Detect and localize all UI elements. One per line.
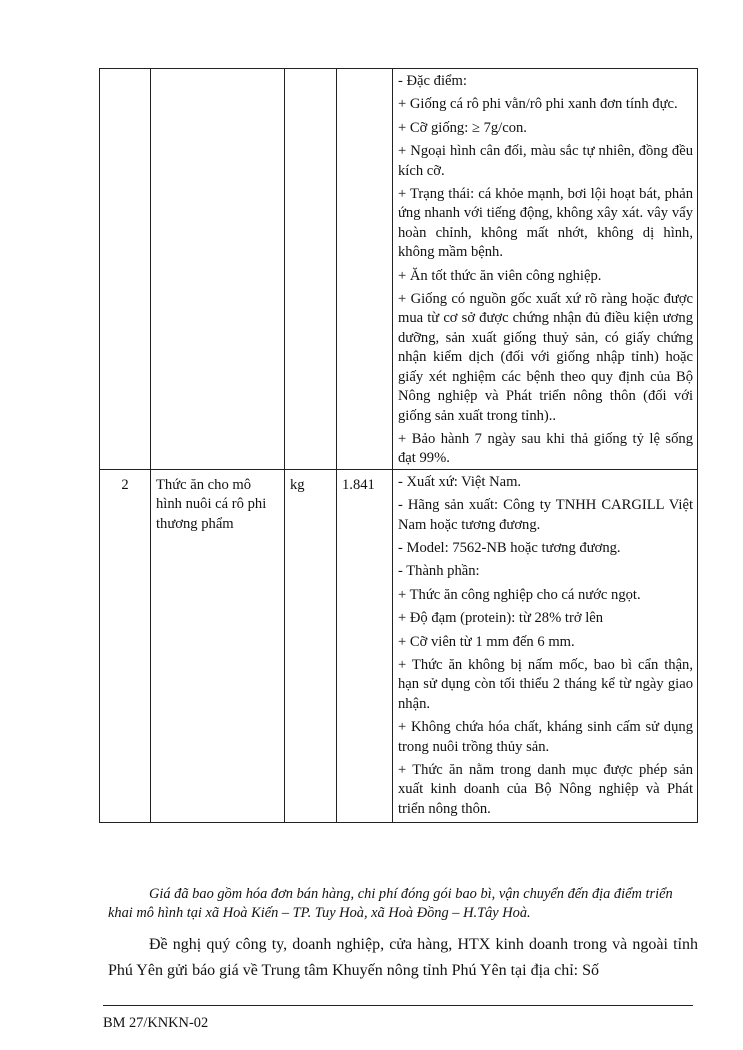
spec-line: + Thức ăn không bị nấm mốc, bao bì cẩn thận, hạn sử dụng còn tối thiểu 2 tháng kể từ ngày giao nhận. xyxy=(398,656,693,712)
unit-cell xyxy=(285,69,337,470)
quantity-cell xyxy=(337,469,393,823)
spec-line: - Hãng sản xuất: Công ty TNHH CARGILL Việt Nam hoặc tương đương. xyxy=(398,497,693,533)
spec-line: + Ngoại hình cân đối, màu sắc tự nhiên, đồng đều kích cỡ. xyxy=(398,143,693,179)
stt-cell xyxy=(100,69,151,470)
unit-cell xyxy=(285,469,337,823)
stt-cell xyxy=(100,469,151,823)
item-name: Thức ăn cho mô hình nuôi cá rô phi thương phẩm xyxy=(156,476,267,532)
spec-line: + Độ đạm (protein): từ 28% trở lên xyxy=(398,610,604,627)
quantity-value: 1.841 xyxy=(342,476,375,493)
price-note-text: Giá đã bao gồm hóa đơn bán hàng, chi phí đóng gói bao bì, vận chuyển đến địa điểm triển khai mô hình tại xã Hoà Kiến – TP. Tuy Hoà, xã Hoà Đồng – H.Tây Hoà. xyxy=(108,886,673,921)
item-name-cell xyxy=(151,469,285,823)
spec-line: + Không chứa hóa chất, kháng sinh cấm sử dụng trong nuôi trồng thủy sản. xyxy=(398,719,693,755)
spec-line: - Xuất xứ: Việt Nam. xyxy=(398,473,522,490)
spec-line: + Bảo hành 7 ngày sau khi thả giống tỷ lệ sống đạt 99%. xyxy=(398,430,693,467)
spec-line: + Thức ăn nằm trong danh mục được phép sản xuất kinh doanh của Bộ Nông nghiệp và Phát triển nông thôn. xyxy=(398,762,693,817)
table-row xyxy=(100,469,698,823)
spec-line: + Thức ăn công nghiệp cho cá nước ngọt. xyxy=(398,586,641,603)
stt-value: 2 xyxy=(121,476,129,493)
spec-cell xyxy=(393,469,698,823)
spec-line: + Giống cá rô phi vằn/rô phi xanh đơn tính đực. xyxy=(398,96,678,113)
spec-line: - Thành phần: xyxy=(398,563,480,580)
spec-line: + Cỡ giống: ≥ 7g/con. xyxy=(398,119,527,136)
unit-value: kg xyxy=(290,476,305,493)
spec-line: - Model: 7562-NB hoặc tương đương. xyxy=(398,539,621,556)
spec-line: + Trạng thái: cá khỏe mạnh, bơi lội hoạt bát, phản ứng nhanh với tiếng động, không xây xát. vây vẩy hoàn chỉnh, không mất nhớt, không dị hình, không mầm bệnh. xyxy=(398,186,693,261)
request-paragraph xyxy=(108,932,698,984)
spec-line: + Ăn tốt thức ăn viên công nghiệp. xyxy=(398,267,602,284)
spec-line: + Cỡ viên từ 1 mm đến 6 mm. xyxy=(398,633,575,650)
footer-code: BM 27/KNKN-02 xyxy=(103,1015,209,1031)
specification-table xyxy=(99,68,698,823)
request-text: Đề nghị quý công ty, doanh nghiệp, cửa hàng, HTX kinh doanh trong và ngoài tỉnh Phú Yên gửi báo giá về Trung tâm Khuyến nông tỉnh Phú Yên tại địa chỉ: Số xyxy=(108,936,698,979)
item-name-cell xyxy=(151,69,285,470)
quantity-cell xyxy=(337,69,393,470)
footer-divider xyxy=(103,1005,693,1006)
spec-cell xyxy=(393,69,698,470)
spec-line: + Giống có nguồn gốc xuất xứ rõ ràng hoặc được mua từ cơ sở được chứng nhận đủ điều kiện ương dưỡng, sản xuất giống thuỷ sản, có giấy chứng nhận kiểm dịch (đối với giống nhập tỉnh) hoặc giấy xét nghiệm các bệnh theo quy định của Bộ Nông nghiệp và Phát triển nông thôn (đối với giống sản xuất trong tỉnh).. xyxy=(398,291,693,424)
table-row xyxy=(100,69,698,470)
price-note xyxy=(108,885,698,923)
spec-line: - Đặc điểm: xyxy=(398,73,467,89)
